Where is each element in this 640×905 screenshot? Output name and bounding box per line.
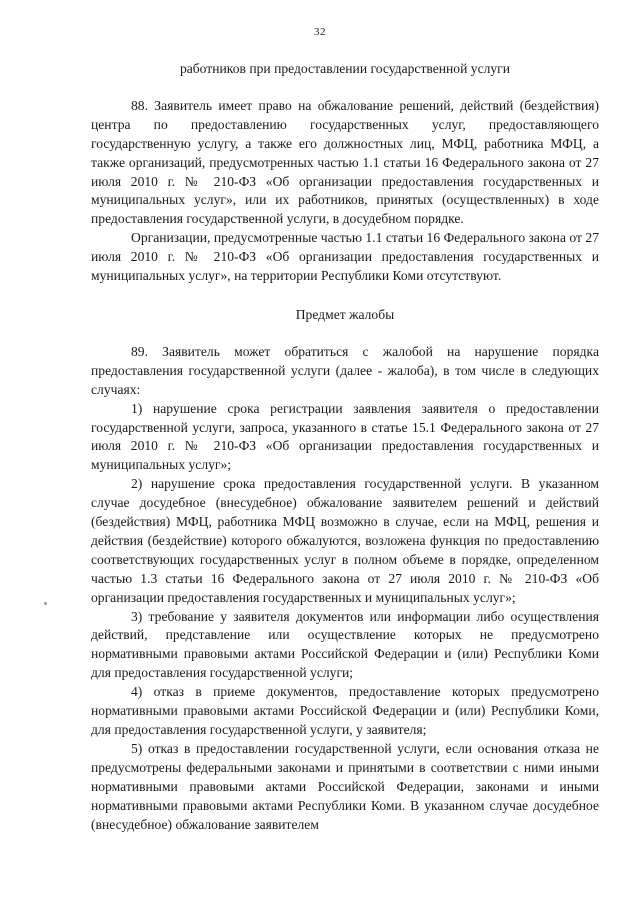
list-item-3: 3) требование у заявителя документов или информации либо осуществления действий, представление или осуществление которых не предусмотрено нормативными правовыми актами Российской Федерации и (или) Республики Коми для предоставления государственной услуги; (91, 608, 599, 681)
section-heading-complaints: работников при предоставлении государственной услуги (179, 61, 511, 76)
paragraph-89: 89. Заявитель может обратиться с жалобой на нарушение порядка предоставления государственной услуги (далее - жалоба), в том числе в следующих случаях: (91, 343, 599, 397)
list-item-4: 4) отказ в приеме документов, предоставление которых предусмотрено нормативными правовыми актами Российской Федерации и (или) Республики Коми, для предоставления государственной услуги, у заявителя; (91, 684, 599, 737)
page-number: 32 (314, 26, 326, 38)
list-item-5: 5) отказ в предоставлении государственной услуги, если основания отказа не предусмотрены федеральными законами и принятыми в соответствии с ними иными нормативными правовыми актами Российской Федерации, законами и иными нормативными правовыми актами Республики Коми. В указанном случае досудебное (внесудебное) обжалование заявителем (91, 740, 599, 832)
list-item-1: 1) нарушение срока регистрации заявления заявителя о предоставлении государственной услуги, запроса, указанного в статье 15.1 Федерального закона от 27 июля 2010 г. № 210-ФЗ «Об организации предоставления государственных и муниципальных услуг»; (91, 400, 599, 473)
list-item-2: 2) нарушение срока предоставления государственной услуги. В указанном случае досудебное (внесудебное) обжалование заявителем решений и действий (бездействия) МФЦ, работника МФЦ возможно в случае, если на МФЦ, решения и действия (бездействие) которого обжалуются, возложена функция по предоставлению соответствующих государственных услуг в полном объеме в порядке, определенном частью 1.3 статьи 16 Федерального закона от 27 июля 2010 г. № 210-ФЗ «Об организации предоставления государственных и муниципальных услуг»; (91, 476, 599, 605)
scan-speck (44, 602, 47, 605)
page-body (91, 60, 599, 834)
paragraph-organizations: Организации, предусмотренные частью 1.1 статьи 16 Федерального закона от 27 июля 2010 г. № 210-ФЗ «Об организации предоставления государственных и муниципальных услуг», на территории Республики Коми отсутствуют. (91, 230, 599, 284)
section-heading-subject: Предмет жалобы (295, 306, 395, 322)
paragraph-88: 88. Заявитель имеет право на обжалование решений, действий (бездействия) центра по предоставлению государственных услуг, предоставляющего государственную услугу, а также его должностных лиц, МФЦ, работника МФЦ, а также организаций, предусмотренных частью 1.1 статьи 16 Федерального закона от 27 июля 2010 г. № 210-ФЗ «Об организации предоставления государственных и муниципальных услуг», или их работников, принятых (осуществленных) в ходе предоставления государственной услуги, в досудебном порядке. (91, 97, 599, 227)
